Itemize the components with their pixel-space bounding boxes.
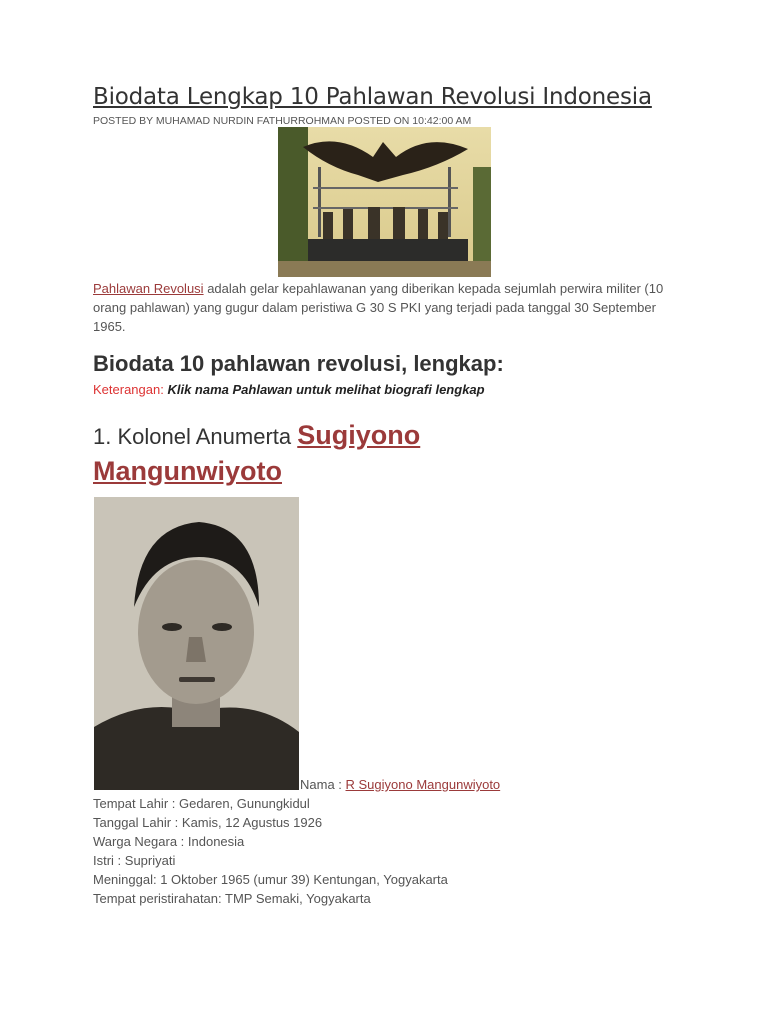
section-heading: Biodata 10 pahlawan revolusi, lengkap: bbox=[93, 351, 504, 376]
hero-heading bbox=[93, 418, 533, 490]
bio-tempat-peristirahatan: Tempat peristirahatan: TMP Semaki, Yogyakarta bbox=[93, 891, 371, 906]
note-label: Keterangan bbox=[93, 382, 161, 397]
bio-meninggal: Meninggal: 1 Oktober 1965 (umur 39) Kentungan, Yogyakarta bbox=[93, 872, 448, 887]
pahlawan-revolusi-link[interactable]: Pahlawan Revolusi bbox=[93, 281, 204, 296]
bio-tempat-lahir: Tempat Lahir : Gedaren, Gunungkidul bbox=[93, 796, 310, 811]
post-meta: POSTED BY MUHAMAD NURDIN FATHURROHMAN POSTED ON 10:42:00 AM bbox=[93, 115, 472, 127]
intro-text: adalah gelar kepahlawanan yang diberikan kepada sejumlah perwira militer (10 orang pahlawan) yang gugur dalam peristiwa G 30 S PKI yang terjadi pada tanggal 30 September 1965. bbox=[93, 281, 664, 334]
note-text: Klik nama Pahlawan untuk melihat biografi lengkap bbox=[167, 382, 485, 397]
bio-warga-negara: Warga Negara : Indonesia bbox=[93, 834, 245, 849]
hero-prefix: 1. Kolonel Anumerta bbox=[93, 424, 298, 449]
hero-name-link[interactable]: Sugiyono Mangunwiyoto bbox=[93, 420, 421, 486]
bio-tanggal-lahir: Tanggal Lahir : Kamis, 12 Agustus 1926 bbox=[93, 815, 323, 830]
bio-istri: Istri : Supriyati bbox=[93, 853, 176, 868]
note bbox=[93, 382, 485, 397]
post-title[interactable]: Biodata Lengkap 10 Pahlawan Revolusi Indonesia bbox=[93, 84, 652, 110]
note-colon: : bbox=[160, 382, 168, 397]
portrait-image bbox=[94, 497, 299, 790]
intro-paragraph bbox=[93, 279, 683, 336]
nama-label: Nama : bbox=[300, 777, 346, 792]
nama-link[interactable]: R Sugiyono Mangunwiyoto bbox=[345, 777, 501, 792]
monument-image bbox=[278, 127, 491, 277]
nama-row bbox=[300, 777, 500, 792]
